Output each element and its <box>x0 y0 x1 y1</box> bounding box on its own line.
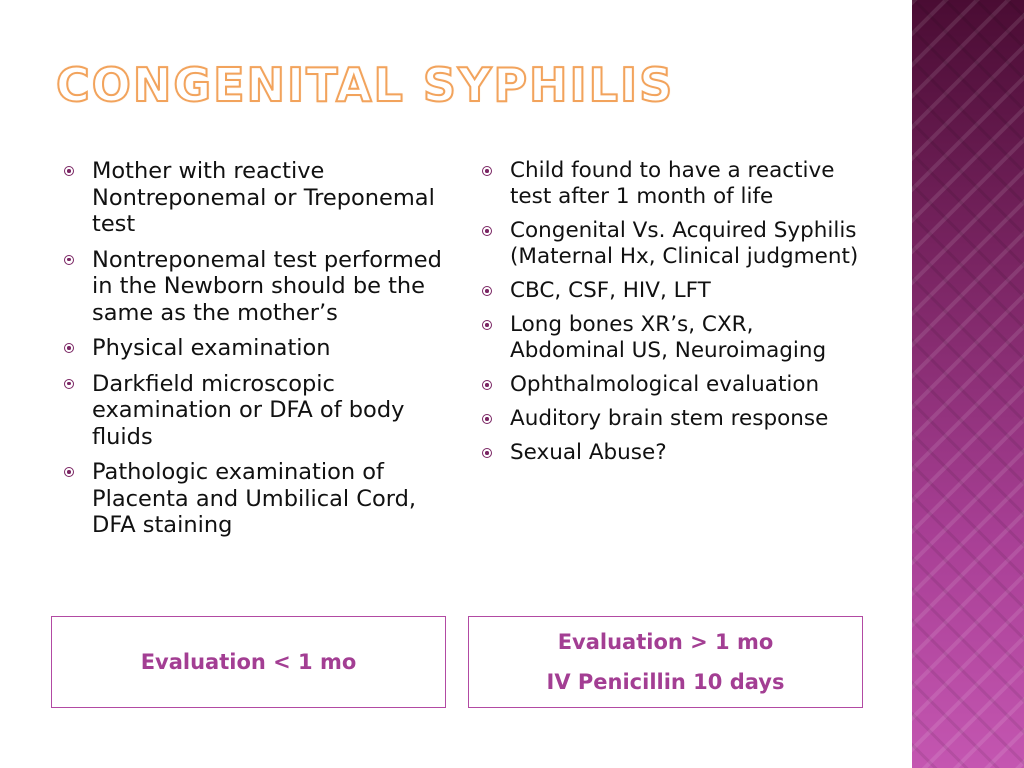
list-item-text: Pathologic examination of Placenta and Umbilical Cord, DFA staining <box>92 459 417 538</box>
circled-dot-bullet-icon <box>482 380 492 390</box>
list-item <box>480 278 860 304</box>
list-item-text: Physical examination <box>92 335 331 361</box>
list-item <box>480 440 860 466</box>
treatment-label: IV Penicillin 10 days <box>546 670 785 694</box>
list-item-text: Darkfield microscopic examination or DFA of body fluids <box>92 370 405 450</box>
list-item <box>62 371 442 451</box>
circled-dot-bullet-icon <box>482 166 492 176</box>
circled-dot-bullet-icon <box>482 320 492 330</box>
list-item-text: Child found to have a reactive test after 1 month of life <box>510 158 835 209</box>
list-item-text: Ophthalmological evaluation <box>510 372 820 397</box>
evaluation-under-1-month-box <box>51 616 446 708</box>
list-item <box>480 406 860 432</box>
circled-dot-bullet-icon <box>482 414 492 424</box>
list-item-text: Mother with reactive Nontreponemal or Treponemal test <box>92 158 435 237</box>
circled-dot-bullet-icon <box>64 467 74 477</box>
list-item <box>62 247 442 327</box>
decorative-side-band <box>912 0 1024 768</box>
circled-dot-bullet-icon <box>482 448 492 458</box>
evaluation-over-1-month-box <box>468 616 863 708</box>
list-item <box>62 158 442 238</box>
left-bullet-list <box>62 158 442 548</box>
list-item <box>480 372 860 398</box>
evaluation-over-1-month-label: Evaluation > 1 mo <box>557 630 774 654</box>
list-item <box>480 158 860 210</box>
list-item-text: Auditory brain stem response <box>510 406 829 431</box>
right-bullet-list <box>480 158 860 474</box>
list-item-text: Sexual Abuse? <box>510 440 667 465</box>
evaluation-under-1-month-label: Evaluation < 1 mo <box>140 650 357 674</box>
slide-title: CONGENITAL SYPHILIS <box>56 58 675 112</box>
list-item-text: Congenital Vs. Acquired Syphilis (Maternal Hx, Clinical judgment) <box>510 218 859 269</box>
list-item-text: Long bones XR’s, CXR, Abdominal US, Neuroimaging <box>510 312 827 363</box>
circled-dot-bullet-icon <box>482 226 492 236</box>
list-item-text: Nontreponemal test performed in the Newborn should be the same as the mother’s <box>92 246 442 326</box>
list-item <box>62 459 442 539</box>
list-item <box>62 335 442 362</box>
list-item <box>480 218 860 270</box>
list-item <box>480 312 860 364</box>
list-item-text: CBC, CSF, HIV, LFT <box>510 278 711 303</box>
circled-dot-bullet-icon <box>482 286 492 296</box>
circled-dot-bullet-icon <box>64 343 74 353</box>
diagonal-pattern-graphic <box>912 0 1024 768</box>
circled-dot-bullet-icon <box>64 166 74 176</box>
circled-dot-bullet-icon <box>64 255 74 265</box>
circled-dot-bullet-icon <box>64 379 74 389</box>
